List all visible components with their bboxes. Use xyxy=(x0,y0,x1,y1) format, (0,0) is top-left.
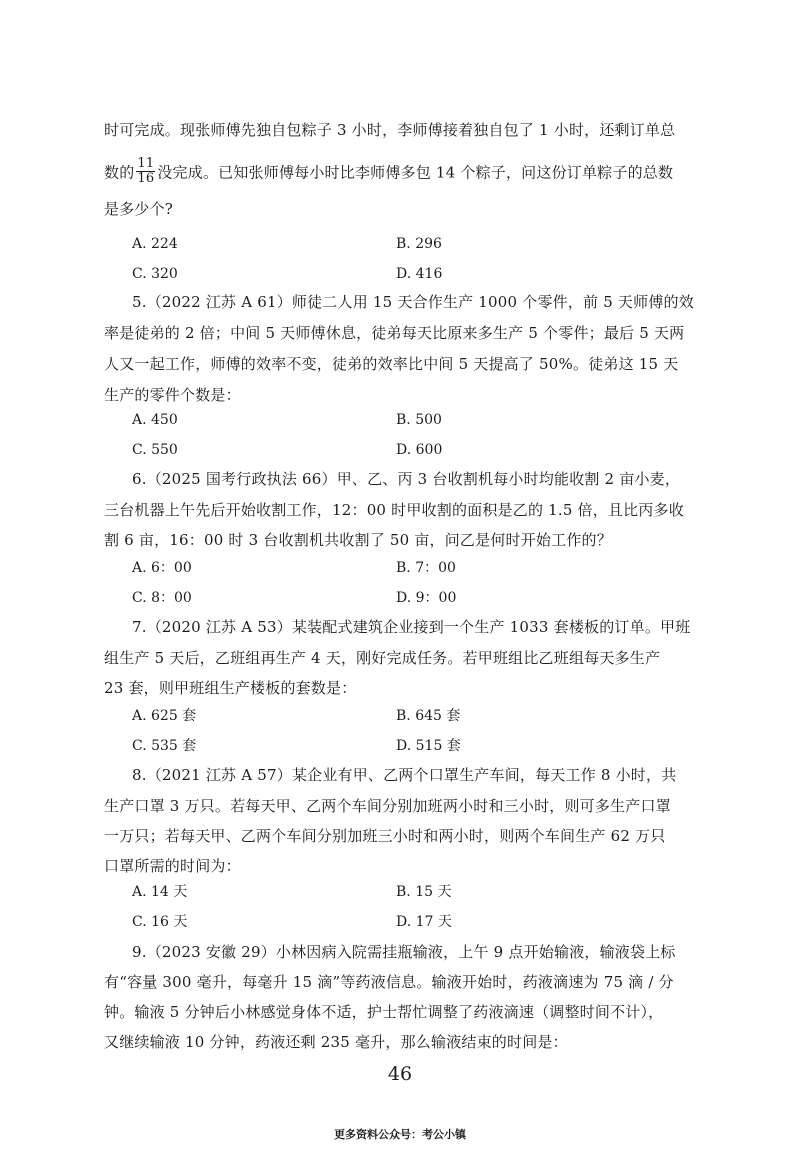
q7-option-b: B. 645 套 xyxy=(396,708,461,724)
q5-option-b: B. 500 xyxy=(396,412,442,428)
q9-line-4: 又继续输液 10 分钟，药液还剩 235 毫升，那么输液结束的时间是： xyxy=(104,1033,568,1051)
fraction-denominator: 16 xyxy=(137,171,155,186)
q6-option-a: A. 6：00 xyxy=(132,560,192,576)
page-number: 46 xyxy=(387,1063,413,1085)
q4-option-c: C. 320 xyxy=(132,266,178,282)
q8-line-4: 口罩所需的时间为： xyxy=(104,857,241,875)
q8-line-3: 一万只；若每天甲、乙两个车间分别加班三小时和两小时，则两个车间生产 62 万只 xyxy=(104,827,666,845)
q7-option-d: D. 515 套 xyxy=(396,738,461,754)
q4-option-b: B. 296 xyxy=(396,236,442,252)
q4-line-1: 时可完成。现张师傅先独自包粽子 3 小时，李师傅接着独自包了 1 小时，还剩订单总 xyxy=(104,121,676,139)
q8-option-d: D. 17 天 xyxy=(396,914,452,930)
q5-option-d: D. 600 xyxy=(396,442,443,458)
fraction-numerator: 11 xyxy=(137,156,155,171)
q7-line-1: 7.（2020 江苏 A 53）某装配式建筑企业接到一个生产 1033 套楼板的订单。甲班 xyxy=(132,618,691,636)
q8-option-c: C. 16 天 xyxy=(132,914,188,930)
q5-line-1: 5.（2022 江苏 A 61）师徒二人用 15 天合作生产 1000 个零件，前 5 天师傅的效 xyxy=(132,293,694,311)
q9-line-2: 有“容量 300 毫升，每毫升 15 滴”等药液信息。输液开始时，药液滴速为 75 滴 / 分 xyxy=(104,973,674,991)
q5-option-c: C. 550 xyxy=(132,442,178,458)
q6-line-3: 割 6 亩，16：00 时 3 台收割机共收割了 50 亩，问乙是何时开始工作的？ xyxy=(104,531,612,549)
q4-option-d: D. 416 xyxy=(396,266,443,282)
q5-line-2: 率是徒弟的 2 倍；中间 5 天师傅休息，徒弟每天比原来多生产 5 个零件；最后 5 天两 xyxy=(104,324,685,342)
q7-line-3: 23 套，则甲班组生产楼板的套数是： xyxy=(104,679,357,697)
q9-line-3: 钟。输液 5 分钟后小林感觉身体不适，护士帮忙调整了药液滴速（调整时间不计）， xyxy=(104,1003,664,1021)
q8-option-a: A. 14 天 xyxy=(132,884,188,900)
q6-line-2: 三台机器上午先后开始收割工作，12：00 时甲收割的面积是乙的 1.5 倍，且比丙多收 xyxy=(104,501,684,519)
q6-option-c: C. 8：00 xyxy=(132,590,192,606)
q7-option-a: A. 625 套 xyxy=(132,708,197,724)
q4-line-3: 是多少个? xyxy=(104,200,174,218)
q4-option-a: A. 224 xyxy=(132,236,178,252)
q9-line-1: 9.（2023 安徽 29）小林因病入院需挂瓶输液，上午 9 点开始输液，输液袋上标 xyxy=(132,943,676,961)
footer-text: 更多资料公众号：考公小镇 xyxy=(334,1128,466,1141)
q7-option-c: C. 535 套 xyxy=(132,738,197,754)
q5-option-a: A. 450 xyxy=(132,412,178,428)
q6-line-1: 6.（2025 国考行政执法 66）甲、乙、丙 3 台收割机每小时均能收割 2 亩小麦， xyxy=(132,470,681,488)
q6-option-b: B. 7：00 xyxy=(396,560,456,576)
q4-line-2-post: 没完成。已知张师傅每小时比李师傅多包 14 个粽子，问这份订单粽子的总数 xyxy=(157,163,674,182)
q4-line-2 xyxy=(104,156,674,188)
q5-line-4: 生产的零件个数是： xyxy=(104,386,241,404)
q8-line-1: 8.（2021 江苏 A 57）某企业有甲、乙两个口罩生产车间，每天工作 8 小时，共 xyxy=(132,766,677,784)
q8-line-2: 生产口罩 3 万只。若每天甲、乙两个车间分别加班两小时和三小时，则可多生产口罩 xyxy=(104,797,671,815)
q4-line-2-pre: 数的 xyxy=(104,163,135,182)
q6-option-d: D. 9：00 xyxy=(396,590,457,606)
q5-line-3: 人又一起工作，师傅的效率不变，徒弟的效率比中间 5 天提高了 50%。徒弟这 15 天 xyxy=(104,355,679,373)
q8-option-b: B. 15 天 xyxy=(396,884,452,900)
q7-line-2: 组生产 5 天后，乙班组再生产 4 天，刚好完成任务。若甲班组比乙班组每天多生产 xyxy=(104,649,661,667)
fraction xyxy=(136,157,155,186)
